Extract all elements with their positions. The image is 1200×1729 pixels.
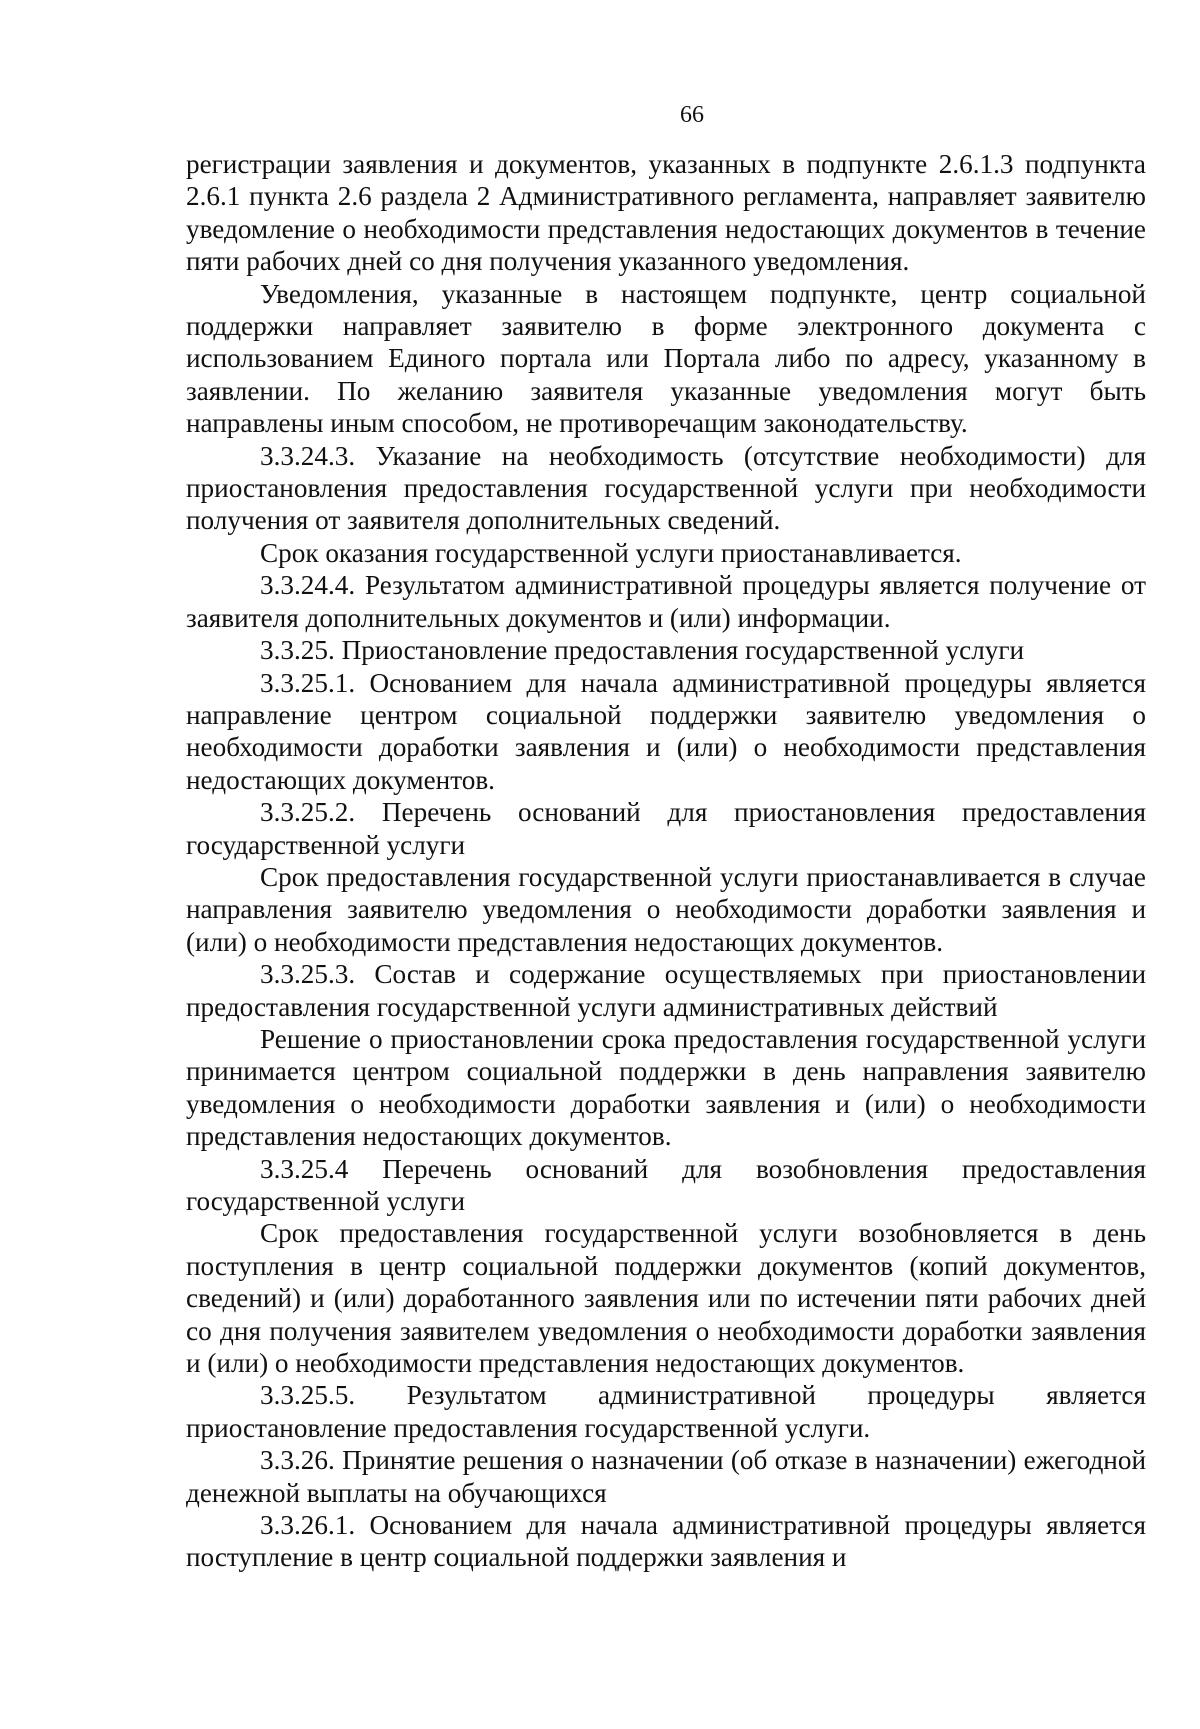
paragraph-3-3-25-2: 3.3.25.2. Перечень оснований для приостановления предоставления государственной услуги [186,797,1146,860]
paragraph-3-3-25: 3.3.25. Приостановление предоставления государственной услуги [260,635,1025,666]
paragraph-3-3-25-4: 3.3.25.4 Перечень оснований для возобновления предоставления государственной услуги [186,1153,1146,1216]
paragraph-resumption-term: Срок предоставления государственной услуги возобновляется в день поступления в центр социальной поддержки документов (копий документов, сведений) и (или) доработанного заявления или по истечении пяти рабочих дней со дня получения заявителем уведомления о необходимости доработки заявления и (или) о необходимости представления недостающих документов. [186,1218,1146,1379]
page-number: 66 [680,102,704,128]
paragraph-3-3-25-3: 3.3.25.3. Состав и содержание осуществляемых при приостановлении предоставления государственной услуги административных действий [186,959,1146,1022]
paragraph-notifications: Уведомления, указанные в настоящем подпункте, центр социальной поддержки направляет заявителю в форме электронного документа с использованием Единого портала или Портала либо по адресу, указанному в заявлении. По желанию заявителя указанные уведомления могут быть направлены иным способом, не противоречащим законодательству. [186,278,1146,439]
paragraph-3-3-25-1: 3.3.25.1. Основанием для начала административной процедуры является направление центром социальной поддержки заявителю уведомления о необходимости доработки заявления и (или) о необходимости представления недостающих документов. [186,667,1146,795]
paragraph-suspension-grounds: Срок предоставления государственной услуги приостанавливается в случае направления заявителю уведомления о необходимости доработки заявления и (или) о необходимости представления недостающих документов. [186,861,1146,957]
paragraph-suspension-term: Срок оказания государственной услуги приостанавливается. [260,537,962,568]
paragraph-continuation: регистрации заявления и документов, указанных в подпункте 2.6.1.3 подпункта 2.6.1 пункта 2.6 раздела 2 Административного регламента, направляет заявителю уведомление о необходимости представления недостающих документов в течение пяти рабочих дней со дня получения указанного уведомления. [186,149,1146,277]
paragraph-3-3-25-5: 3.3.25.5. Результатом административной процедуры является приостановление предоставления государственной услуги. [186,1380,1146,1443]
document-body [186,148,1146,1574]
paragraph-3-3-24-3: 3.3.24.3. Указание на необходимость (отсутствие необходимости) для приостановления предоставления государственной услуги при необходимости получения от заявителя дополнительных сведений. [186,440,1146,536]
paragraph-suspension-decision: Решение о приостановлении срока предоставления государственной услуги принимается центром социальной поддержки в день направления заявителю уведомления о необходимости доработки заявления и (или) о необходимости представления недостающих документов. [186,1023,1146,1152]
paragraph-3-3-24-4: 3.3.24.4. Результатом административной процедуры является получение от заявителя дополнительных документов и (или) информации. [186,570,1146,633]
paragraph-3-3-26-1: 3.3.26.1. Основанием для начала административной процедуры является поступление в центр социальной поддержки заявления и [186,1510,1146,1573]
paragraph-3-3-26: 3.3.26. Принятие решения о назначении (об отказе в назначении) ежегодной денежной выплаты на обучающихся [186,1445,1146,1508]
